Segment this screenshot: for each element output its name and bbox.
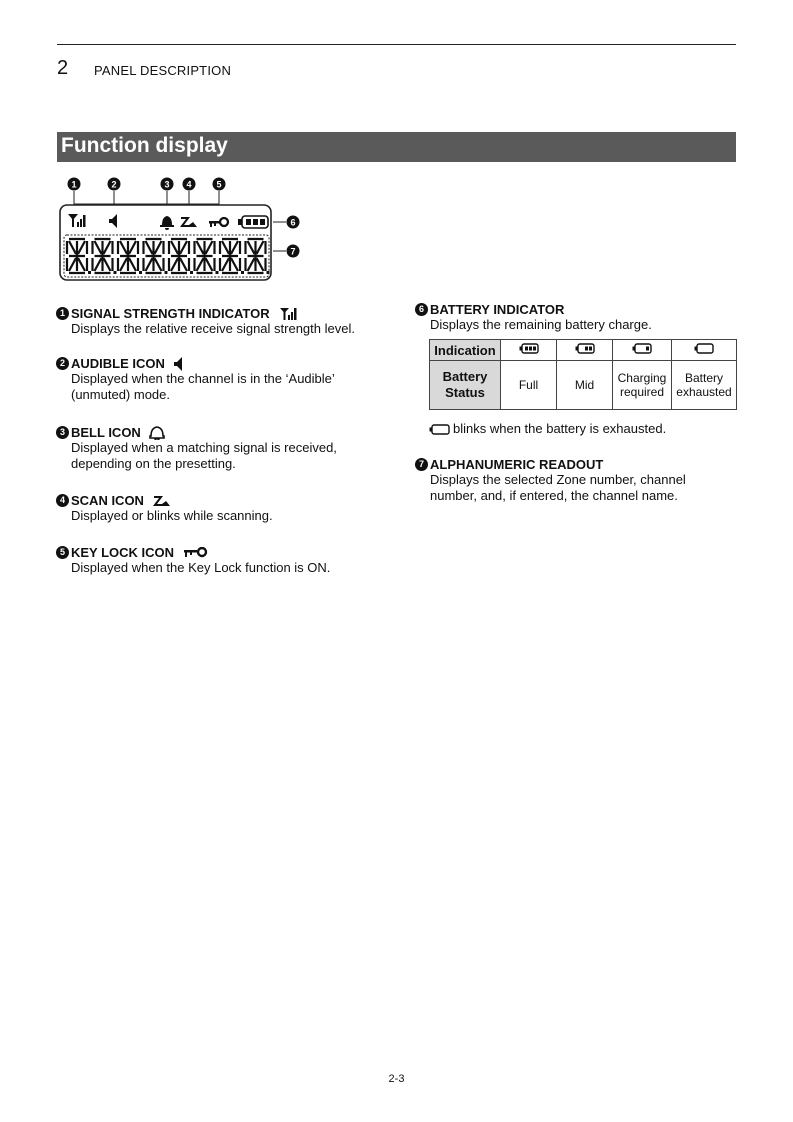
battery-table xyxy=(429,339,737,410)
lcd-digit-dot xyxy=(165,272,167,274)
lcd-battery-icon xyxy=(238,216,268,228)
chapter-title: PANEL DESCRIPTION xyxy=(94,63,232,78)
section-scan xyxy=(56,493,273,524)
audible-description-line1: Displayed when the channel is in the ‘Audible’ xyxy=(71,371,335,386)
number-badge-2: 2 xyxy=(56,357,69,370)
section-battery xyxy=(415,302,652,333)
section-signal xyxy=(56,306,355,337)
lcd-digit xyxy=(93,239,113,273)
lcd-digit xyxy=(220,239,240,273)
battery-description: Displays the remaining battery charge. xyxy=(430,317,652,332)
bell-title: BELL ICON xyxy=(71,425,141,440)
svg-text:7: 7 xyxy=(290,246,296,257)
lcd-digit-dot xyxy=(89,272,91,274)
lcd-digit-dot xyxy=(242,272,244,274)
lcd-signal-icon xyxy=(68,214,86,227)
scan-icon xyxy=(153,495,175,507)
status-mid: Mid xyxy=(557,361,613,410)
battery-note xyxy=(429,421,666,437)
svg-text:5: 5 xyxy=(216,179,222,190)
scan-title: SCAN ICON xyxy=(71,493,144,508)
lcd-key-icon xyxy=(209,218,228,227)
section-banner xyxy=(57,132,736,162)
battery-note-text: blinks when the battery is exhausted. xyxy=(453,421,667,436)
keylock-description: Displayed when the Key Lock function is ON. xyxy=(71,560,331,575)
status-battery-exhausted: Battery exhausted xyxy=(672,361,737,410)
signal-strength-icon xyxy=(280,307,298,321)
function-display-diagram xyxy=(55,174,305,284)
lcd-digit xyxy=(195,239,215,273)
lcd-digit xyxy=(144,239,164,273)
status-charging-required: Charging required xyxy=(613,361,672,410)
number-badge-7: 7 xyxy=(415,458,428,471)
lcd-digit-dot xyxy=(216,272,218,274)
table-row xyxy=(430,361,737,410)
lcd-digit-dot xyxy=(140,272,142,274)
lcd-digit-dot xyxy=(191,272,193,274)
section-bell xyxy=(56,425,337,472)
battery-full-icon xyxy=(501,340,557,361)
battery-empty-icon xyxy=(429,424,450,435)
signal-description: Displays the relative receive signal strength level. xyxy=(71,321,355,336)
lcd-digit xyxy=(67,239,87,273)
number-badge-3: 3 xyxy=(56,426,69,439)
battery-title: BATTERY INDICATOR xyxy=(430,302,565,317)
battery-mid-icon xyxy=(557,340,613,361)
lcd-14-segment-digits xyxy=(67,239,269,274)
section-keylock xyxy=(56,545,330,576)
alpha-description-line1: Displays the selected Zone number, channel xyxy=(430,472,686,487)
lcd-digit-dot xyxy=(267,272,269,274)
alpha-title: ALPHANUMERIC READOUT xyxy=(430,457,604,472)
svg-text:6: 6 xyxy=(290,217,296,228)
lcd-bell-icon xyxy=(160,216,174,230)
status-full: Full xyxy=(501,361,557,410)
svg-text:2: 2 xyxy=(111,179,117,190)
lcd-digit-dot xyxy=(114,272,116,274)
number-badge-1: 1 xyxy=(56,307,69,320)
table-row xyxy=(430,340,737,361)
svg-text:3: 3 xyxy=(164,179,170,190)
lcd-scan-icon xyxy=(180,217,197,227)
svg-text:4: 4 xyxy=(186,179,192,190)
lcd-digit xyxy=(246,239,266,273)
lcd-digit xyxy=(118,239,138,273)
speaker-icon xyxy=(173,357,185,371)
number-badge-5: 5 xyxy=(56,546,69,559)
keylock-title: KEY LOCK ICON xyxy=(71,545,175,560)
bell-description-line1: Displayed when a matching signal is received, xyxy=(71,440,337,455)
audible-title: AUDIBLE ICON xyxy=(71,356,165,371)
svg-text:1: 1 xyxy=(71,179,77,190)
bell-icon xyxy=(149,425,165,440)
number-badge-6: 6 xyxy=(415,303,428,316)
scan-description: Displayed or blinks while scanning. xyxy=(71,508,273,523)
table-header-indication: Indication xyxy=(430,340,501,361)
chapter-number: 2 xyxy=(57,57,69,79)
battery-empty-icon xyxy=(672,340,737,361)
section-alphanumeric xyxy=(415,457,686,504)
number-badge-4: 4 xyxy=(56,494,69,507)
table-header-status: Battery Status xyxy=(430,361,501,410)
lcd-speaker-icon xyxy=(109,214,117,228)
banner-title: Function display xyxy=(61,134,228,157)
lcd-digit xyxy=(169,239,189,273)
signal-title: SIGNAL STRENGTH INDICATOR xyxy=(71,306,270,321)
page-number: 2-3 xyxy=(388,1073,405,1085)
section-audible xyxy=(56,356,335,403)
battery-low-icon xyxy=(613,340,672,361)
header-rule xyxy=(57,44,736,45)
key-lock-icon xyxy=(183,547,211,559)
audible-description-line2: (unmuted) mode. xyxy=(71,387,170,402)
bell-description-line2: depending on the presetting. xyxy=(71,456,236,471)
alpha-description-line2: number, and, if entered, the channel name. xyxy=(430,488,678,503)
